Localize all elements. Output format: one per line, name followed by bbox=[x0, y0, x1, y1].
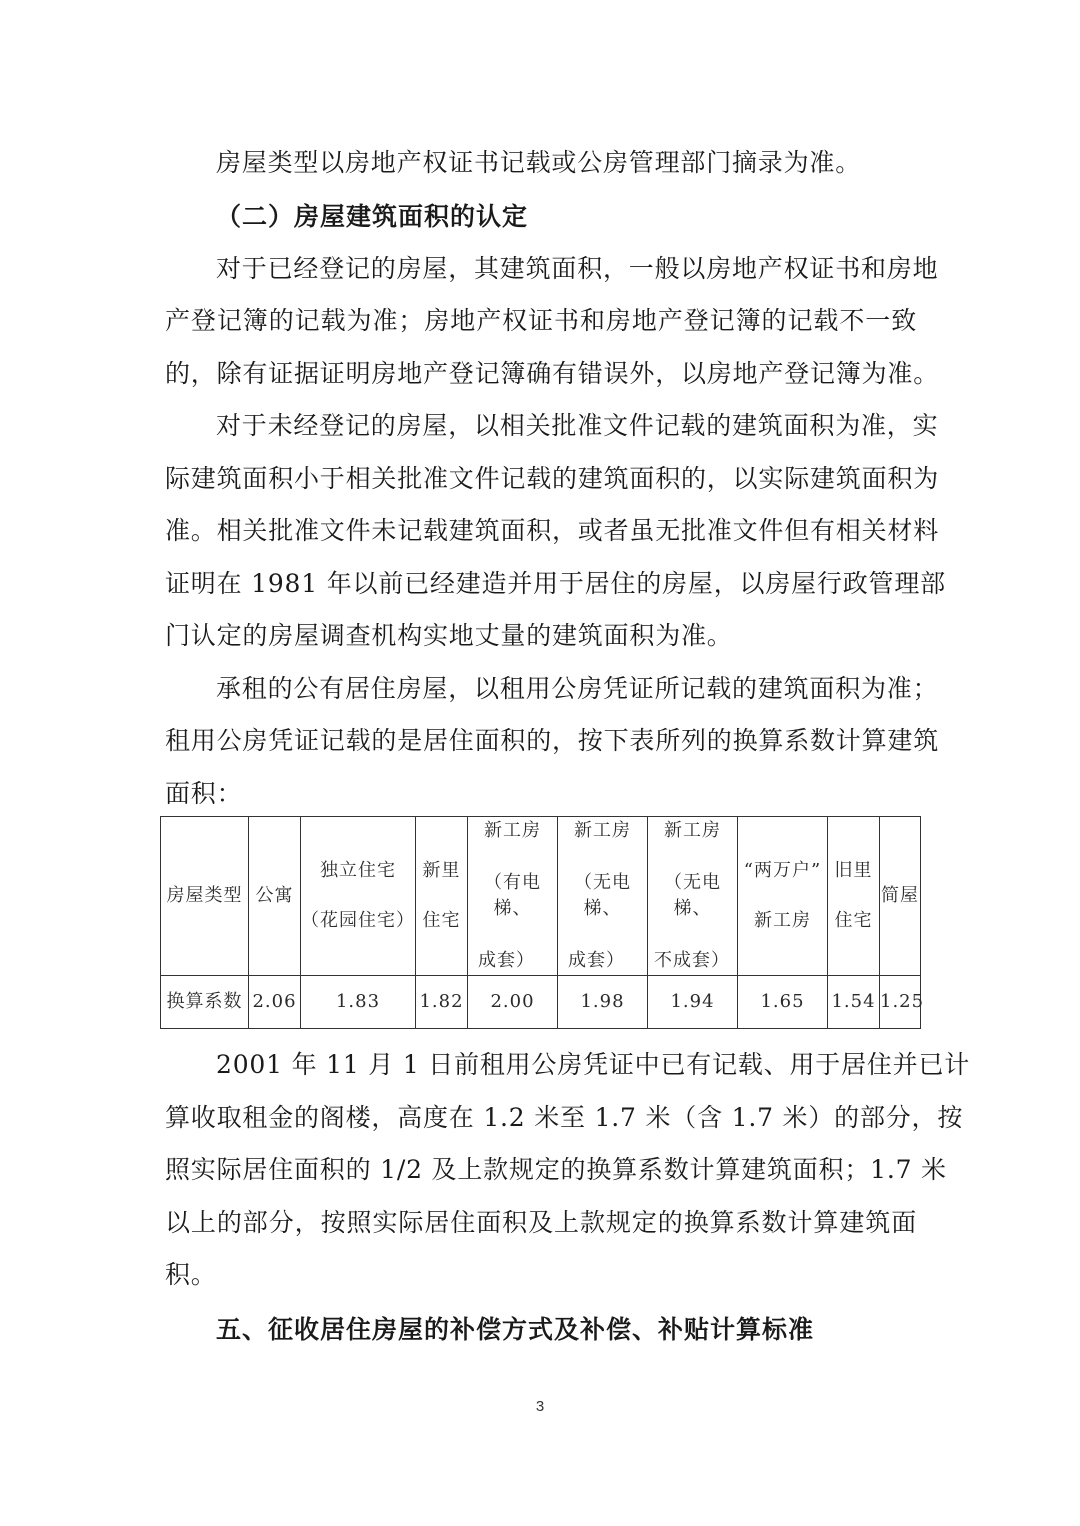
value-cell: 1.82 bbox=[416, 976, 468, 1029]
value-cell: 1.65 bbox=[738, 976, 828, 1029]
paragraph-registered-line-2: 产登记簿的记载为准；房地产权证书和房地产登记簿的记载不一致 bbox=[165, 306, 917, 335]
paragraph-house-type: 房屋类型以房地产权证书记载或公房管理部门摘录为准。 bbox=[216, 148, 862, 177]
value-cell: 1.25 bbox=[880, 976, 921, 1029]
header-cell-simple-house: 简屋 bbox=[880, 817, 921, 976]
header-cell-new-worker-no-elevator: 新工房 （无电梯、 成套） bbox=[558, 817, 648, 976]
paragraph-attic-line-4: 以上的部分，按照实际居住面积及上款规定的换算系数计算建筑面 bbox=[165, 1208, 917, 1237]
value-cell: 1.94 bbox=[648, 976, 738, 1029]
header-cell-old-lane: 旧里 住宅 bbox=[828, 817, 880, 976]
header-cell-twenty-thousand: “两万户” 新工房 bbox=[738, 817, 828, 976]
paragraph-unregistered-line-3: 准。相关批准文件未记载建筑面积，或者虽无批准文件但有相关材料 bbox=[165, 516, 940, 545]
section-heading-building-area: （二）房屋建筑面积的认定 bbox=[216, 202, 529, 231]
table-value-row bbox=[161, 976, 921, 1029]
paragraph-attic-line-5: 积。 bbox=[165, 1260, 217, 1289]
paragraph-registered-line-1: 对于已经登记的房屋，其建筑面积，一般以房地产权证书和房地 bbox=[216, 254, 939, 283]
paragraph-leased-line-1: 承租的公有居住房屋，以租用公房凭证所记载的建筑面积为准； bbox=[216, 674, 939, 703]
paragraph-attic-line-3: 照实际居住面积的 1/2 及上款规定的换算系数计算建筑面积；1.7 米 bbox=[165, 1155, 947, 1184]
header-cell-new-worker-elevator: 新工房 （有电梯、 成套） bbox=[468, 817, 558, 976]
section-heading-compensation: 五、征收居住房屋的补偿方式及补偿、补贴计算标准 bbox=[216, 1315, 815, 1344]
row-label-coefficient: 换算系数 bbox=[161, 976, 249, 1029]
header-cell-new-worker-incomplete: 新工房 （无电梯、 不成套） bbox=[648, 817, 738, 976]
paragraph-attic-line-1: 2001 年 11 月 1 日前租用公房凭证中已有记载、用于居住并已计 bbox=[216, 1050, 971, 1079]
paragraph-registered-line-3: 的，除有证据证明房地产登记簿确有错误外，以房地产登记簿为准。 bbox=[165, 359, 940, 388]
paragraph-leased-line-2: 租用公房凭证记载的是居住面积的，按下表所列的换算系数计算建筑 bbox=[165, 726, 940, 755]
header-cell-apartment: 公寓 bbox=[249, 817, 301, 976]
paragraph-attic-line-2: 算收取租金的阁楼，高度在 1.2 米至 1.7 米（含 1.7 米）的部分，按 bbox=[165, 1103, 964, 1132]
value-cell: 2.00 bbox=[468, 976, 558, 1029]
value-cell: 1.83 bbox=[301, 976, 416, 1029]
header-cell-new-lane: 新里 住宅 bbox=[416, 817, 468, 976]
paragraph-unregistered-line-4: 证明在 1981 年以前已经建造并用于居住的房屋，以房屋行政管理部 bbox=[165, 569, 946, 598]
paragraph-unregistered-line-5: 门认定的房屋调查机构实地丈量的建筑面积为准。 bbox=[165, 621, 733, 650]
paragraph-unregistered-line-1: 对于未经登记的房屋，以相关批准文件记载的建筑面积为准，实 bbox=[216, 411, 939, 440]
paragraph-unregistered-line-2: 际建筑面积小于相关批准文件记载的建筑面积的，以实际建筑面积为 bbox=[165, 464, 940, 493]
paragraph-leased-line-3: 面积： bbox=[165, 779, 243, 808]
conversion-coefficient-table bbox=[160, 816, 925, 1029]
value-cell: 2.06 bbox=[249, 976, 301, 1029]
value-cell: 1.54 bbox=[828, 976, 880, 1029]
value-cell: 1.98 bbox=[558, 976, 648, 1029]
header-cell-detached-house: 独立住宅 （花园住宅） bbox=[301, 817, 416, 976]
page-number: 3 bbox=[535, 1398, 545, 1415]
table-header-row bbox=[161, 817, 921, 976]
header-cell-house-type: 房屋类型 bbox=[161, 817, 249, 976]
